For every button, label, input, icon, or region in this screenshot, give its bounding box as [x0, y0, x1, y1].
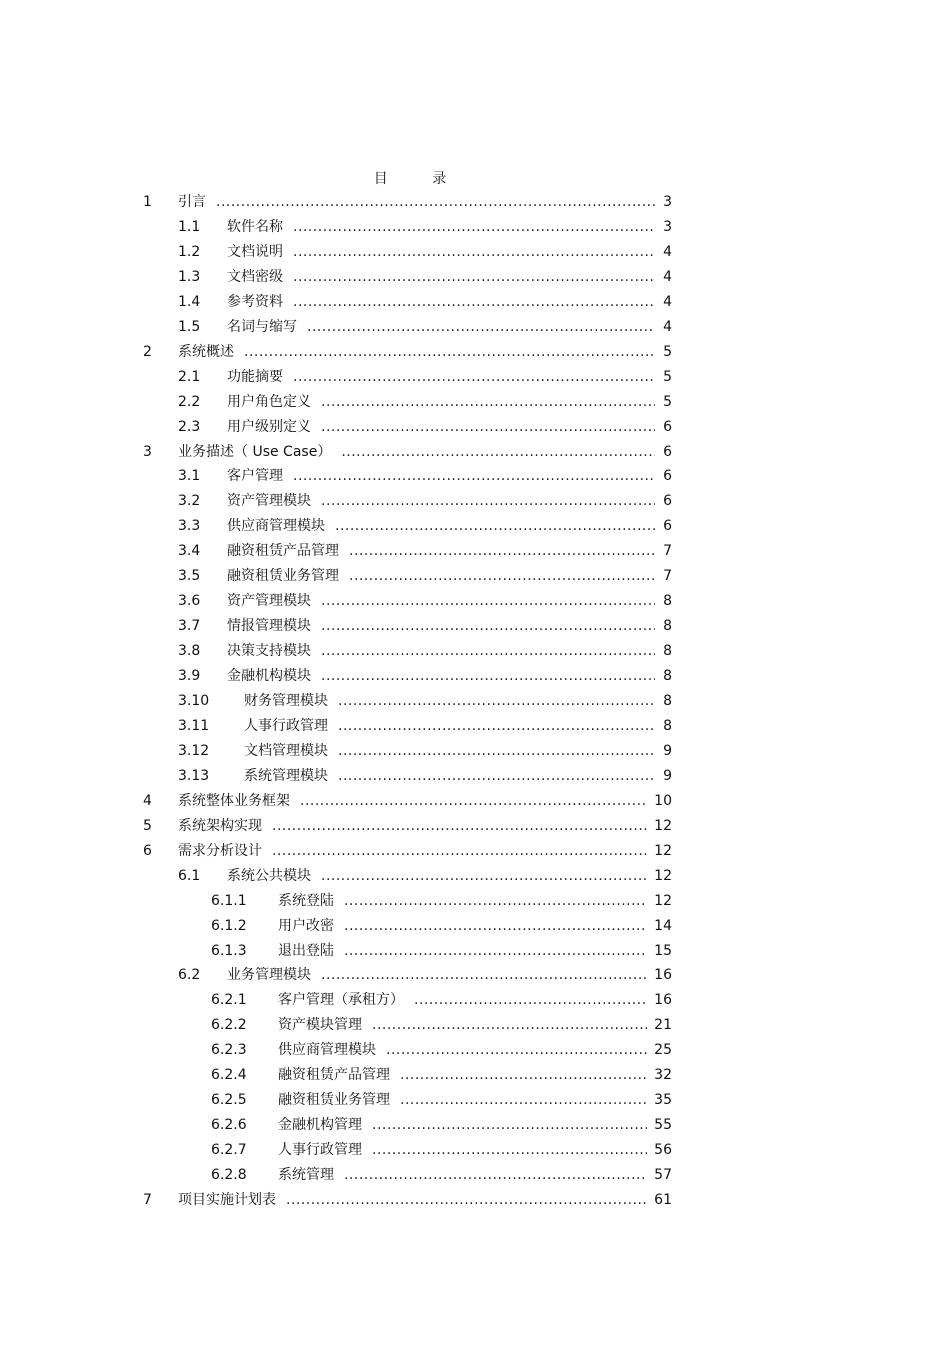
toc-title: 目 录 — [373, 171, 467, 187]
toc-entry-number: 2.2 — [178, 393, 201, 410]
toc-entry-page: 8 — [663, 643, 672, 660]
toc-leader-dots — [272, 816, 647, 836]
toc-leader-dots — [414, 990, 647, 1010]
toc-entry[interactable] — [0, 941, 950, 961]
toc-entry-title: 融资租赁业务管理 — [227, 568, 339, 585]
toc-entry-page: 25 — [654, 1042, 672, 1059]
toc-entry[interactable] — [0, 1065, 950, 1085]
toc-entry[interactable] — [0, 816, 950, 836]
toc-entry-page: 15 — [654, 942, 672, 959]
toc-entry-number: 6.1.2 — [211, 917, 247, 934]
toc-leader-dots — [293, 217, 655, 237]
toc-entry-title: 情报管理模块 — [227, 618, 311, 635]
toc-entry-page: 35 — [654, 1092, 672, 1109]
toc-entry-page: 8 — [663, 593, 672, 610]
toc-leader-dots — [321, 417, 655, 437]
toc-entry[interactable] — [0, 916, 950, 936]
toc-entry-page: 12 — [654, 867, 672, 884]
toc-entry[interactable] — [0, 541, 950, 561]
toc-entry[interactable] — [0, 1140, 950, 1160]
toc-entry[interactable] — [0, 367, 950, 387]
toc-leader-dots — [293, 242, 655, 262]
toc-entry[interactable] — [0, 442, 950, 462]
toc-leader-dots — [321, 965, 647, 985]
toc-entry-title: 文档说明 — [227, 243, 283, 260]
toc-entry[interactable] — [0, 192, 950, 212]
toc-entry-title: 需求分析设计 — [178, 842, 262, 859]
toc-entry-page: 7 — [663, 543, 672, 560]
toc-entry-title: 人事行政管理 — [244, 717, 328, 734]
toc-leader-dots — [344, 941, 647, 961]
toc-entry[interactable] — [0, 841, 950, 861]
toc-entry-title: 财务管理模块 — [244, 693, 328, 709]
toc-entry-number: 6.2.7 — [211, 1142, 247, 1159]
toc-entry-title: 系统公共模块 — [227, 867, 311, 884]
toc-leader-dots — [372, 1115, 647, 1135]
toc-entry-page: 9 — [663, 742, 672, 759]
toc-entry-number: 1.4 — [178, 293, 201, 310]
toc-entry-title: 供应商管理模块 — [278, 1042, 376, 1059]
toc-entry-title: 资产管理模块 — [227, 493, 311, 510]
toc-leader-dots — [338, 741, 655, 761]
toc-entry[interactable] — [0, 990, 950, 1010]
toc-entry-page: 55 — [654, 1117, 672, 1134]
toc-entry-title: 文档密级 — [227, 268, 283, 285]
toc-entry[interactable] — [0, 666, 950, 686]
toc-leader-dots — [349, 541, 655, 561]
toc-entry-title: 客户管理（承租方） — [278, 992, 404, 1009]
toc-entry-number: 3.3 — [178, 518, 201, 535]
toc-leader-dots — [293, 466, 655, 486]
toc-entry-page: 3 — [663, 218, 672, 235]
toc-leader-dots — [321, 866, 647, 886]
toc-entry-number: 3.5 — [178, 568, 201, 585]
toc-entry[interactable] — [0, 691, 950, 711]
toc-entry-page: 12 — [654, 842, 672, 859]
toc-leader-dots — [344, 1165, 647, 1185]
toc-leader-dots — [338, 766, 655, 786]
toc-entry-number: 3.7 — [178, 618, 201, 635]
toc-entry[interactable] — [0, 616, 950, 636]
toc-entry-title: 系统管理 — [278, 1167, 334, 1184]
toc-entry[interactable] — [0, 1015, 950, 1035]
toc-entry-page: 8 — [663, 693, 672, 709]
toc-entry-number: 1.2 — [178, 243, 201, 260]
toc-entry-number: 3.11 — [178, 717, 210, 734]
toc-entry-number: 6.2.4 — [211, 1067, 247, 1084]
toc-entry-page: 8 — [663, 717, 672, 734]
toc-entry[interactable] — [0, 466, 950, 486]
toc-entry-number: 6.1 — [178, 867, 201, 884]
toc-entry[interactable] — [0, 392, 950, 412]
toc-entry-page: 4 — [663, 243, 672, 260]
toc-entry-number: 6 — [143, 842, 152, 859]
toc-entry-page: 5 — [663, 343, 672, 360]
toc-entry-number: 2 — [143, 343, 152, 360]
toc-entry-title: 用户改密 — [278, 917, 334, 934]
toc-entry-number: 4 — [143, 792, 152, 809]
toc-entry-title: 系统架构实现 — [178, 817, 262, 834]
toc-entry-page: 16 — [654, 967, 672, 984]
toc-entry-number: 3.1 — [178, 468, 201, 485]
toc-entry[interactable] — [0, 766, 950, 786]
toc-entry-page: 21 — [654, 1017, 672, 1034]
toc-entry[interactable] — [0, 641, 950, 661]
toc-entry-number: 3.2 — [178, 493, 201, 510]
toc-leader-dots — [307, 317, 655, 337]
toc-entry[interactable] — [0, 1040, 950, 1060]
toc-leader-dots — [293, 267, 655, 287]
toc-entry-number: 7 — [143, 1192, 152, 1208]
toc-entry-page: 6 — [663, 443, 672, 460]
toc-entry[interactable] — [0, 965, 950, 985]
toc-entry-title: 参考资料 — [227, 293, 283, 310]
toc-leader-dots — [321, 591, 655, 611]
toc-leader-dots — [386, 1040, 647, 1060]
toc-entry-number: 3.8 — [178, 643, 201, 660]
toc-entry-number: 1.3 — [178, 268, 201, 285]
toc-entry-page: 5 — [663, 393, 672, 410]
toc-entry-page: 32 — [654, 1067, 672, 1084]
toc-entry-title: 金融机构模块 — [227, 668, 311, 685]
toc-leader-dots — [338, 716, 655, 736]
toc-entry[interactable] — [0, 866, 950, 886]
toc-entry-page: 12 — [654, 892, 672, 909]
toc-entry[interactable] — [0, 417, 950, 437]
toc-entry-number: 1.5 — [178, 318, 201, 335]
toc-leader-dots — [321, 641, 655, 661]
toc-entry-page: 8 — [663, 618, 672, 635]
toc-entry-number: 3.9 — [178, 668, 201, 685]
toc-leader-dots — [321, 616, 655, 636]
toc-entry-number: 3.12 — [178, 742, 210, 759]
toc-entry-title: 业务管理模块 — [227, 967, 311, 984]
toc-entry[interactable] — [0, 741, 950, 761]
toc-entry-number: 6.2.2 — [211, 1017, 247, 1034]
toc-entry-title: 系统登陆 — [278, 892, 334, 909]
toc-entry-number: 5 — [143, 817, 152, 834]
toc-entry[interactable] — [0, 267, 950, 287]
toc-entry-title: 用户级别定义 — [227, 418, 311, 435]
toc-leader-dots — [321, 392, 655, 412]
toc-entry-page: 10 — [654, 792, 672, 809]
toc-leader-dots — [286, 1190, 647, 1210]
toc-entry-title: 资产模块管理 — [278, 1017, 362, 1034]
toc-entry[interactable] — [0, 591, 950, 611]
toc-entry-page: 8 — [663, 668, 672, 685]
toc-leader-dots — [300, 791, 647, 811]
toc-leader-dots — [349, 566, 655, 586]
toc-leader-dots — [335, 516, 655, 536]
toc-entry[interactable] — [0, 217, 950, 237]
toc-entry-title: 系统管理模块 — [244, 767, 328, 784]
toc-entry-page: 6 — [663, 518, 672, 535]
toc-entry-title: 引言 — [178, 194, 206, 210]
toc-entry-page: 14 — [654, 917, 672, 934]
toc-leader-dots — [372, 1140, 647, 1160]
toc-entry[interactable] — [0, 1115, 950, 1135]
toc-leader-dots — [338, 691, 655, 711]
toc-entry-page: 6 — [663, 493, 672, 510]
toc-entry[interactable] — [0, 1090, 950, 1110]
toc-leader-dots — [372, 1015, 647, 1035]
toc-entry-number: 6.2.3 — [211, 1042, 247, 1059]
toc-entry-title: 客户管理 — [227, 468, 283, 485]
toc-entry-number: 2.1 — [178, 368, 201, 385]
toc-entry-title: 系统概述 — [178, 343, 234, 360]
toc-entry-number: 3.6 — [178, 593, 201, 610]
toc-entry-number: 3.10 — [178, 693, 210, 709]
toc-entry[interactable] — [0, 342, 950, 362]
toc-leader-dots — [400, 1065, 647, 1085]
toc-leader-dots — [344, 891, 647, 911]
toc-entry-page: 4 — [663, 293, 672, 310]
toc-entry-number: 6.2.8 — [211, 1167, 247, 1184]
toc-entry-page: 3 — [663, 194, 672, 210]
toc-entry-number: 6.2.1 — [211, 992, 247, 1009]
toc-entry-page: 16 — [654, 992, 672, 1009]
toc-entry-number: 6.2 — [178, 967, 201, 984]
toc-entry[interactable] — [0, 716, 950, 736]
toc-entry-title: 软件名称 — [227, 218, 283, 235]
toc-entry[interactable] — [0, 1190, 950, 1210]
toc-entry-title: 文档管理模块 — [244, 742, 328, 759]
toc-entry-number: 1.1 — [178, 218, 201, 235]
toc-entry[interactable] — [0, 491, 950, 511]
toc-leader-dots — [216, 192, 655, 212]
toc-entry-page: 6 — [663, 468, 672, 485]
toc-entry-page: 61 — [654, 1192, 672, 1208]
toc-entry[interactable] — [0, 791, 950, 811]
toc-entry[interactable] — [0, 292, 950, 312]
toc-entry-page: 4 — [663, 268, 672, 285]
toc-entry-page: 12 — [654, 817, 672, 834]
toc-entry-number: 6.1.3 — [211, 942, 247, 959]
toc-leader-dots — [244, 342, 655, 362]
toc-entry[interactable] — [0, 1165, 950, 1185]
toc-entry[interactable] — [0, 566, 950, 586]
toc-entry-title: 决策支持模块 — [227, 643, 311, 660]
toc-entry-title: 项目实施计划表 — [178, 1192, 276, 1208]
toc-entry-page: 57 — [654, 1167, 672, 1184]
toc-entry-title: 融资租赁业务管理 — [278, 1092, 390, 1109]
toc-entry-title: 功能摘要 — [227, 368, 283, 385]
toc-entry-page: 4 — [663, 318, 672, 335]
toc-entry-number: 3.13 — [178, 767, 210, 784]
toc-entry-number: 6.2.6 — [211, 1117, 247, 1134]
toc-entry-number: 3.4 — [178, 543, 201, 560]
toc-leader-dots — [344, 916, 647, 936]
toc-leader-dots — [272, 841, 647, 861]
toc-entry-title: 退出登陆 — [278, 942, 334, 959]
toc-entry-number: 3 — [143, 443, 152, 460]
toc-entry-number: 6.1.1 — [211, 892, 247, 909]
toc-entry[interactable] — [0, 891, 950, 911]
toc-leader-dots — [341, 442, 655, 462]
toc-entry-title: 融资租赁产品管理 — [227, 543, 339, 560]
toc-entry-title: 供应商管理模块 — [227, 518, 325, 535]
toc-entry-page: 9 — [663, 767, 672, 784]
toc-entry-title: 人事行政管理 — [278, 1142, 362, 1159]
toc-entry-title: 系统整体业务框架 — [178, 792, 290, 809]
toc-entry-number: 1 — [143, 194, 152, 210]
toc-entry-title: 业务描述（ Use Case） — [178, 443, 332, 460]
toc-entry-title: 融资租赁产品管理 — [278, 1067, 390, 1084]
toc-entry[interactable] — [0, 516, 950, 536]
toc-entry-title: 用户角色定义 — [227, 393, 311, 410]
toc-entry-title: 资产管理模块 — [227, 593, 311, 610]
toc-entry[interactable] — [0, 242, 950, 262]
toc-leader-dots — [293, 367, 655, 387]
toc-entry-title: 金融机构管理 — [278, 1117, 362, 1134]
toc-entry-number: 6.2.5 — [211, 1092, 247, 1109]
toc-entry[interactable] — [0, 317, 950, 337]
toc-entry-page: 56 — [654, 1142, 672, 1159]
toc-entry-title: 名词与缩写 — [227, 318, 297, 335]
toc-entry-number: 2.3 — [178, 418, 201, 435]
toc-leader-dots — [400, 1090, 647, 1110]
toc-leader-dots — [321, 491, 655, 511]
toc-entry-page: 7 — [663, 568, 672, 585]
toc-leader-dots — [293, 292, 655, 312]
toc-entry-page: 6 — [663, 418, 672, 435]
toc-entry-page: 5 — [663, 368, 672, 385]
toc-leader-dots — [321, 666, 655, 686]
